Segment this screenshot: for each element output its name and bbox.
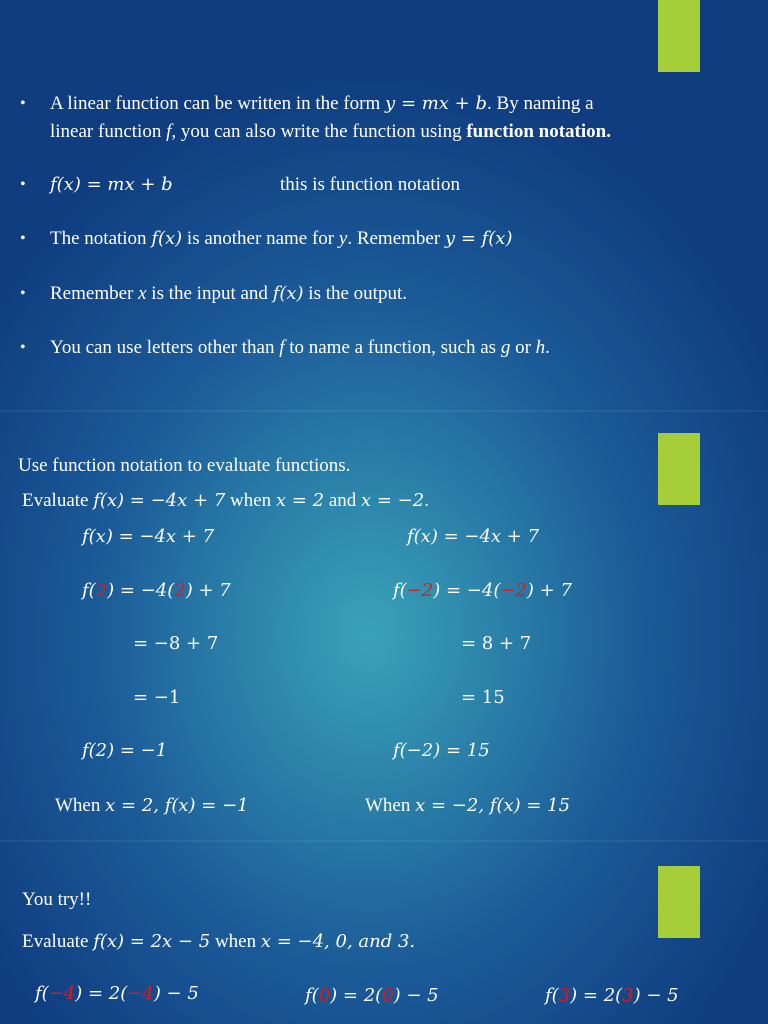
accent-bar (658, 0, 700, 72)
right-conclusion: When x = −2, f(x) = 15 (365, 795, 571, 816)
right-step-3: = 8 + 7 (461, 633, 532, 654)
bullet-2-equation: f(x) = mx + b (50, 174, 173, 195)
accent-bar (658, 433, 700, 505)
right-result: f(−2) = 15 (393, 740, 490, 761)
bullet-marker: • (20, 95, 26, 112)
left-step-3: = −8 + 7 (133, 633, 219, 654)
practice-3: f(3) = 2(3) − 5 (545, 985, 679, 1006)
left-step-2: f(2) = −4(2) + 7 (82, 580, 231, 601)
left-step-1: f(x) = −4x + 7 (82, 526, 215, 547)
slide-function-notation-intro (0, 0, 768, 410)
bullet-1-line-1: A linear function can be written in the form y = mx + b. By naming a (50, 93, 594, 114)
bullet-marker: • (20, 339, 26, 356)
left-step-4: = −1 (133, 687, 181, 708)
left-conclusion: When x = 2, f(x) = −1 (55, 795, 249, 816)
slide-2-heading: Use function notation to evaluate functions. (18, 455, 351, 476)
bullet-4: Remember x is the input and f(x) is the output. (50, 283, 407, 304)
right-step-4: = 15 (461, 687, 505, 708)
bullet-marker: • (20, 285, 26, 302)
bullet-3: The notation f(x) is another name for y. Remember y = f(x) (50, 228, 513, 249)
slide-2-problem: Evaluate f(x) = −4x + 7 when x = 2 and x = −2. (22, 490, 429, 511)
slide-you-try (0, 840, 768, 1024)
bullet-2-label: this is function notation (280, 174, 460, 195)
right-step-2: f(−2) = −4(−2) + 7 (393, 580, 572, 601)
practice-1: f(−4) = 2(−4) − 5 (35, 983, 199, 1004)
accent-bar (658, 866, 700, 938)
practice-2: f(0) = 2(0) − 5 (305, 985, 439, 1006)
bullet-marker: • (20, 176, 26, 193)
slide-3-heading: You try!! (22, 889, 92, 910)
left-result: f(2) = −1 (82, 740, 168, 761)
slide-3-problem: Evaluate f(x) = 2x − 5 when x = −4, 0, and 3. (22, 931, 416, 952)
bullet-1-line-2: linear function f, you can also write the function using function notation. (50, 121, 611, 142)
slide-evaluate-example (0, 410, 768, 840)
bullet-5: You can use letters other than f to name a function, such as g or h. (50, 337, 550, 358)
right-step-1: f(x) = −4x + 7 (407, 526, 540, 547)
bullet-marker: • (20, 230, 26, 247)
